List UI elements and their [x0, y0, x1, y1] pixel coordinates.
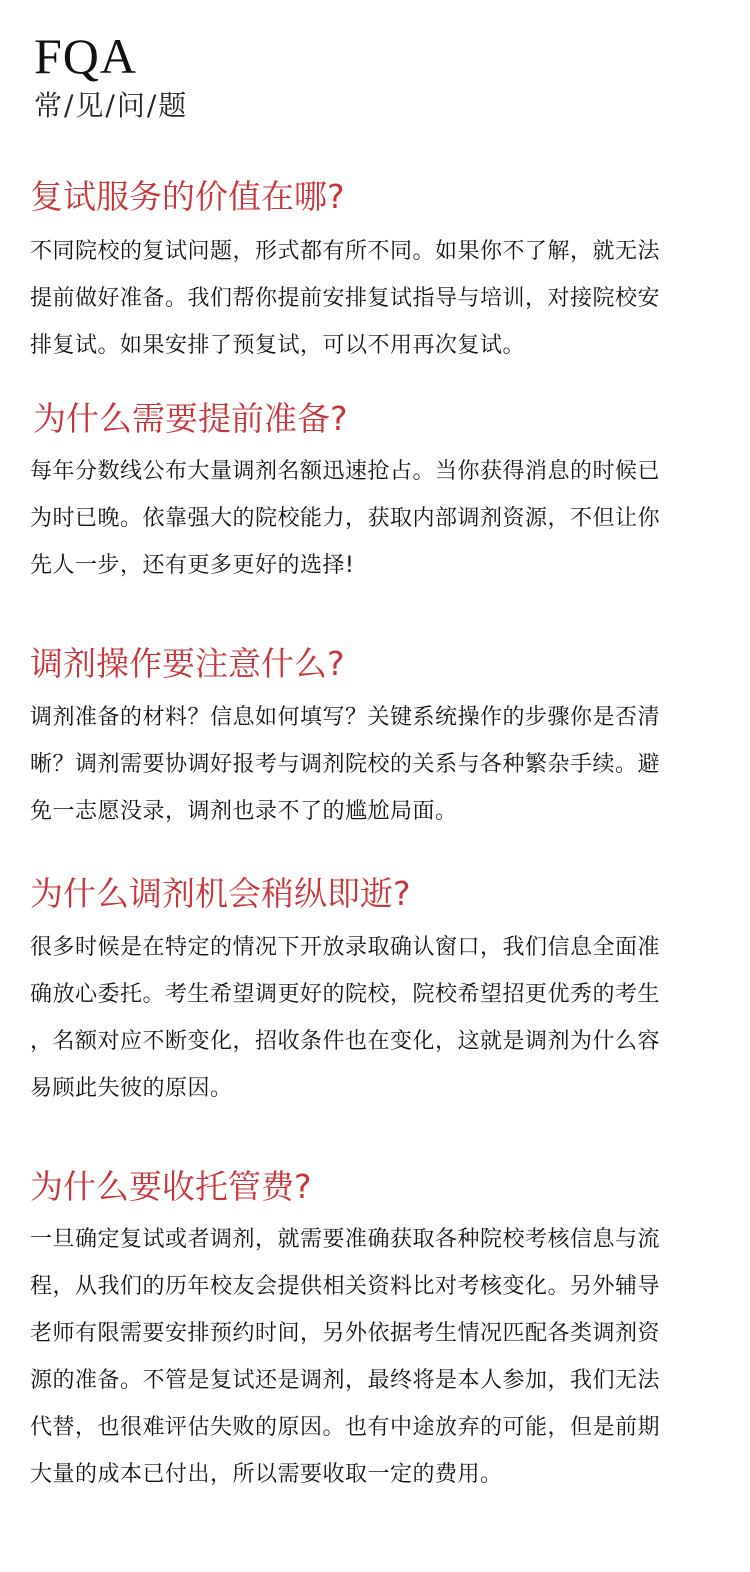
faq-answer-line: 源的准备。不管是复试还是调剂，最终将是本人参加，我们无法 [30, 1368, 661, 1393]
faq-answer-line: 提前做好准备。我们帮你提前安排复试指导与培训，对接院校安 [30, 286, 661, 311]
page-subtitle: 常/见/问/题 [34, 89, 189, 122]
faq-answer [30, 1216, 720, 1498]
faq-answer [30, 448, 720, 589]
faq-answer-line: 调剂准备的材料？信息如何填写？关键系统操作的步骤你是否清 [30, 705, 661, 730]
faq-question: 为什么要收托管费? [30, 1167, 312, 1206]
faq-answer-line: 大量的成本已付出，所以需要收取一定的费用。 [30, 1462, 503, 1487]
faq-answer-line: 一旦确定复试或者调剂，就需要准确获取各种院校考核信息与流 [30, 1227, 661, 1252]
faq-answer-line: 每年分数线公布大量调剂名额迅速抢占。当你获得消息的时候已 [30, 459, 661, 484]
faq-answer [30, 228, 720, 369]
faq-answer-line: 先人一步，还有更多更好的选择! [30, 553, 355, 578]
faq-question: 调剂操作要注意什么? [30, 644, 345, 683]
faq-question: 为什么调剂机会稍纵即逝? [30, 874, 411, 913]
faq-answer-line: 排复试。如果安排了预复试，可以不用再次复试。 [30, 333, 526, 358]
faq-question: 为什么需要提前准备? [33, 399, 348, 438]
faq-answer-line: 代替，也很难评估失败的原因。也有中途放弃的可能，但是前期 [30, 1415, 661, 1440]
faq-answer-line: 易顾此失彼的原因。 [30, 1076, 233, 1101]
faq-question: 复试服务的价值在哪? [30, 177, 345, 216]
faq-answer [30, 924, 720, 1112]
faq-answer-line: 程，从我们的历年校友会提供相关资料比对考核变化。另外辅导 [30, 1274, 661, 1299]
faq-answer-line: 晰？调剂需要协调好报考与调剂院校的关系与各种繁杂手续。避 [30, 752, 661, 777]
page-title: FQA [34, 28, 138, 84]
faq-answer-line: 不同院校的复试问题，形式都有所不同。如果你不了解，就无法 [30, 239, 661, 264]
faq-answer-line: 老师有限需要安排预约时间，另外依据考生情况匹配各类调剂资 [30, 1321, 661, 1346]
faq-answer-line: ，名额对应不断变化，招收条件也在变化，这就是调剂为什么容 [30, 1029, 661, 1054]
faq-answer-line: 确放心委托。考生希望调更好的院校，院校希望招更优秀的考生 [30, 982, 661, 1007]
faq-answer-line: 免一志愿没录，调剂也录不了的尴尬局面。 [30, 799, 458, 824]
faq-answer-line: 很多时候是在特定的情况下开放录取确认窗口，我们信息全面准 [30, 935, 661, 960]
faq-answer [30, 694, 720, 835]
faq-answer-line: 为时已晚。依靠强大的院校能力，获取内部调剂资源，不但让你 [30, 506, 661, 531]
